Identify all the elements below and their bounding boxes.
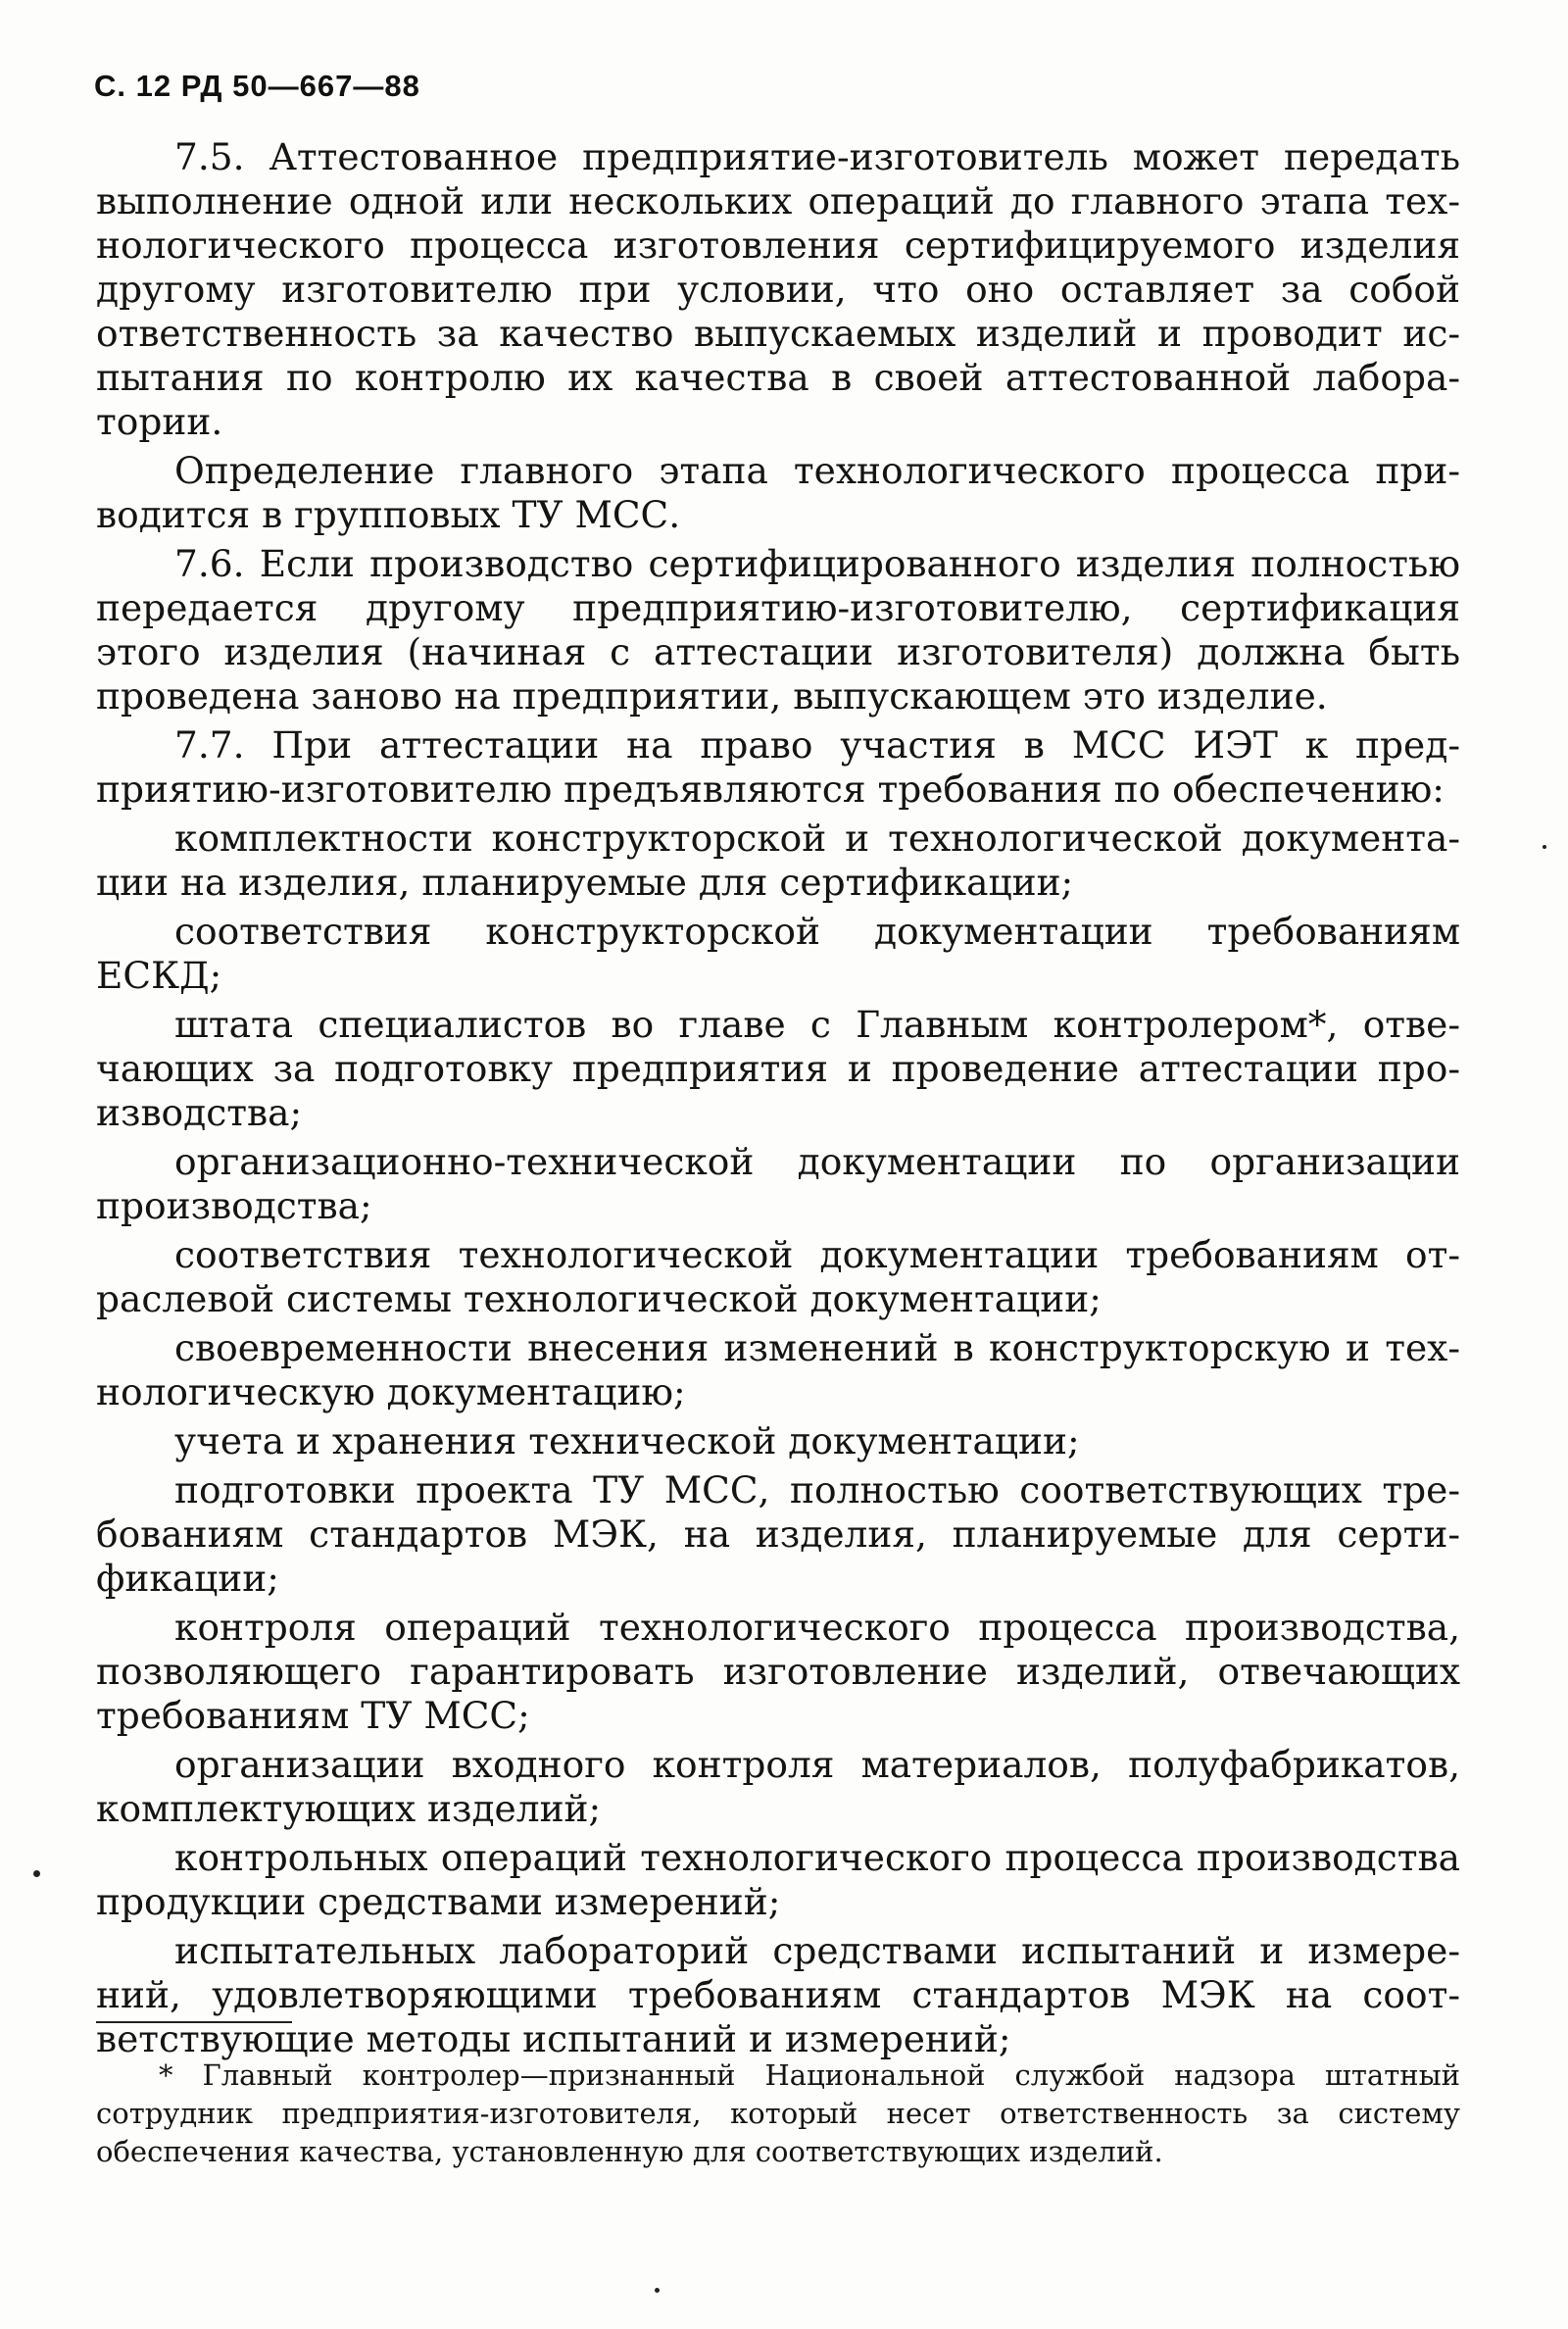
requirement-item: соответствия конструкторской документации требованиям ЕСКД; <box>96 910 1460 997</box>
paragraph-7-6: 7.6. Если производство сертифицированного изделия полностью передается другому предприятию-изготовителю, сертификация этого изделия (начиная с аттестации изготовителя) должна быть проведена заново на предприятии, выпускающем это изделие. <box>96 542 1460 718</box>
requirement-item: контроля операций технологического процесса производства, позволяющего гарантировать изготовление изделий, отвечающих требованиям ТУ МСС; <box>96 1606 1460 1737</box>
requirement-item: организационно-технической документации по организации производства; <box>96 1140 1460 1227</box>
requirement-item: штата специалистов во главе с Главным контролером*, отвечающих за подготовку предприятия и проведение аттестации производства; <box>96 1003 1460 1134</box>
requirement-item: организации входного контроля материалов, полуфабрикатов, комплектующих изделий; <box>96 1743 1460 1830</box>
requirement-item: контрольных операций технологического процесса производства продукции средствами измерений; <box>96 1836 1460 1923</box>
footnote-separator <box>96 2021 292 2023</box>
paragraph-main-stage: Определение главного этапа технологического процесса приводится в групповых ТУ МСС. <box>96 449 1460 536</box>
footnote: * Главный контролер—признанный Национальной службой надзора штатный сотрудник предприятия-изготовителя, который несет ответственность за систему обеспечения качества, установленную для соответствующих изделий. <box>96 2058 1460 2168</box>
requirement-item: комплектности конструкторской и технологической документации на изделия, планируемые для сертификации; <box>96 817 1460 904</box>
scan-speck <box>1543 845 1546 849</box>
paragraph-7-5: 7.5. Аттестованное предприятие-изготовитель может передать выполнение одной или нескольких операций до главного этапа технологического процесса изготовления сертифицируемого изделия другому изготовителю при условии, что оно оставляет за собой ответственность за качество выпускаемых изделий и проводит испытания по контролю их качества в своей аттестованной лаборатории. <box>96 135 1460 443</box>
scan-speck <box>655 2288 660 2293</box>
requirement-item: подготовки проекта ТУ МСС, полностью соответствующих требованиям стандартов МЭК, на изделия, планируемые для сертификации; <box>96 1468 1460 1600</box>
requirement-item: своевременности внесения изменений в конструкторскую и технологическую документацию; <box>96 1326 1460 1413</box>
scan-speck <box>33 1870 40 1877</box>
requirement-item: соответствия технологической документации требованиям отраслевой системы технологической документации; <box>96 1233 1460 1320</box>
paragraph-7-7: 7.7. При аттестации на право участия в МСС ИЭТ к предприятию-изготовителю предъявляются требования по обеспечению: <box>96 723 1460 811</box>
requirement-item: испытательных лабораторий средствами испытаний и измерений, удовлетворяющими требованиям стандартов МЭК на соответствующие методы испытаний и измерений; <box>96 1929 1460 2060</box>
document-body <box>96 135 1460 2066</box>
page-header: С. 12 РД 50—667—88 <box>94 69 420 103</box>
requirement-item: учета и хранения технической документации; <box>174 1419 1080 1462</box>
